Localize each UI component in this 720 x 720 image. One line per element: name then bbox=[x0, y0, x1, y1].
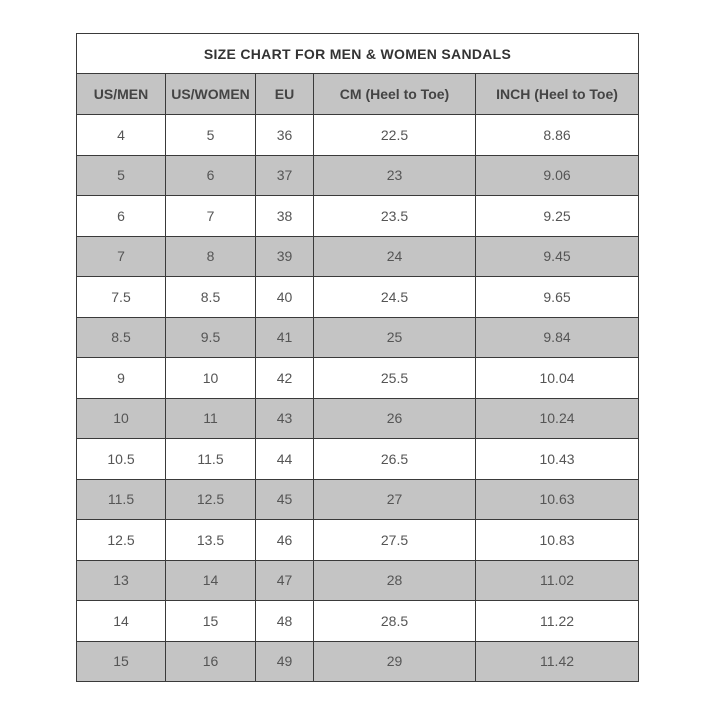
table-row bbox=[77, 317, 639, 358]
cell-us-men: 10.5 bbox=[77, 439, 166, 480]
cell-inch: 10.24 bbox=[476, 398, 639, 439]
cell-eu: 38 bbox=[256, 196, 314, 237]
column-header-us-men: US/MEN bbox=[77, 74, 166, 115]
cell-cm: 27.5 bbox=[314, 520, 476, 561]
cell-us-women: 10 bbox=[166, 358, 256, 399]
table-row bbox=[77, 520, 639, 561]
cell-us-men: 8.5 bbox=[77, 317, 166, 358]
cell-us-men: 7.5 bbox=[77, 277, 166, 318]
cell-eu: 40 bbox=[256, 277, 314, 318]
cell-us-women: 6 bbox=[166, 155, 256, 196]
cell-inch: 10.43 bbox=[476, 439, 639, 480]
cell-us-men: 11.5 bbox=[77, 479, 166, 520]
cell-eu: 48 bbox=[256, 601, 314, 642]
cell-inch: 11.42 bbox=[476, 641, 639, 682]
table-row bbox=[77, 196, 639, 237]
cell-eu: 44 bbox=[256, 439, 314, 480]
cell-us-women: 8.5 bbox=[166, 277, 256, 318]
cell-us-men: 10 bbox=[77, 398, 166, 439]
cell-us-women: 13.5 bbox=[166, 520, 256, 561]
cell-cm: 28.5 bbox=[314, 601, 476, 642]
cell-inch: 11.22 bbox=[476, 601, 639, 642]
table-row bbox=[77, 155, 639, 196]
cell-us-women: 11 bbox=[166, 398, 256, 439]
cell-inch: 10.04 bbox=[476, 358, 639, 399]
table-row bbox=[77, 479, 639, 520]
column-header-inch: INCH (Heel to Toe) bbox=[476, 74, 639, 115]
cell-inch: 9.45 bbox=[476, 236, 639, 277]
cell-us-men: 13 bbox=[77, 560, 166, 601]
cell-inch: 9.65 bbox=[476, 277, 639, 318]
cell-cm: 23 bbox=[314, 155, 476, 196]
cell-us-women: 11.5 bbox=[166, 439, 256, 480]
table-row bbox=[77, 115, 639, 156]
title-row bbox=[77, 34, 639, 74]
table-row bbox=[77, 358, 639, 399]
chart-title: SIZE CHART FOR MEN & WOMEN SANDALS bbox=[77, 34, 639, 74]
cell-us-men: 14 bbox=[77, 601, 166, 642]
cell-us-men: 9 bbox=[77, 358, 166, 399]
header-row bbox=[77, 74, 639, 115]
table-row bbox=[77, 398, 639, 439]
size-chart-table bbox=[76, 33, 639, 682]
table-row bbox=[77, 601, 639, 642]
cell-us-women: 9.5 bbox=[166, 317, 256, 358]
cell-cm: 22.5 bbox=[314, 115, 476, 156]
cell-us-women: 15 bbox=[166, 601, 256, 642]
cell-inch: 8.86 bbox=[476, 115, 639, 156]
table-row bbox=[77, 439, 639, 480]
column-header-cm: CM (Heel to Toe) bbox=[314, 74, 476, 115]
cell-cm: 29 bbox=[314, 641, 476, 682]
table-row bbox=[77, 277, 639, 318]
cell-eu: 49 bbox=[256, 641, 314, 682]
cell-eu: 43 bbox=[256, 398, 314, 439]
cell-us-men: 12.5 bbox=[77, 520, 166, 561]
size-chart-container bbox=[76, 33, 638, 682]
table-row bbox=[77, 641, 639, 682]
cell-inch: 9.84 bbox=[476, 317, 639, 358]
cell-eu: 37 bbox=[256, 155, 314, 196]
cell-us-men: 6 bbox=[77, 196, 166, 237]
cell-us-women: 12.5 bbox=[166, 479, 256, 520]
cell-us-men: 7 bbox=[77, 236, 166, 277]
cell-us-men: 15 bbox=[77, 641, 166, 682]
column-header-us-women: US/WOMEN bbox=[166, 74, 256, 115]
table-row bbox=[77, 560, 639, 601]
cell-us-men: 5 bbox=[77, 155, 166, 196]
cell-eu: 42 bbox=[256, 358, 314, 399]
cell-us-women: 5 bbox=[166, 115, 256, 156]
cell-eu: 46 bbox=[256, 520, 314, 561]
cell-cm: 26 bbox=[314, 398, 476, 439]
cell-eu: 39 bbox=[256, 236, 314, 277]
table-row bbox=[77, 236, 639, 277]
cell-eu: 41 bbox=[256, 317, 314, 358]
cell-cm: 25.5 bbox=[314, 358, 476, 399]
cell-eu: 47 bbox=[256, 560, 314, 601]
cell-inch: 10.83 bbox=[476, 520, 639, 561]
cell-cm: 27 bbox=[314, 479, 476, 520]
cell-cm: 28 bbox=[314, 560, 476, 601]
cell-inch: 9.25 bbox=[476, 196, 639, 237]
cell-us-women: 8 bbox=[166, 236, 256, 277]
cell-cm: 26.5 bbox=[314, 439, 476, 480]
cell-eu: 36 bbox=[256, 115, 314, 156]
cell-us-men: 4 bbox=[77, 115, 166, 156]
cell-cm: 25 bbox=[314, 317, 476, 358]
cell-inch: 10.63 bbox=[476, 479, 639, 520]
cell-us-women: 14 bbox=[166, 560, 256, 601]
cell-eu: 45 bbox=[256, 479, 314, 520]
cell-inch: 11.02 bbox=[476, 560, 639, 601]
column-header-eu: EU bbox=[256, 74, 314, 115]
cell-us-women: 16 bbox=[166, 641, 256, 682]
cell-cm: 23.5 bbox=[314, 196, 476, 237]
size-chart-body bbox=[77, 115, 639, 682]
cell-cm: 24.5 bbox=[314, 277, 476, 318]
cell-inch: 9.06 bbox=[476, 155, 639, 196]
cell-cm: 24 bbox=[314, 236, 476, 277]
cell-us-women: 7 bbox=[166, 196, 256, 237]
